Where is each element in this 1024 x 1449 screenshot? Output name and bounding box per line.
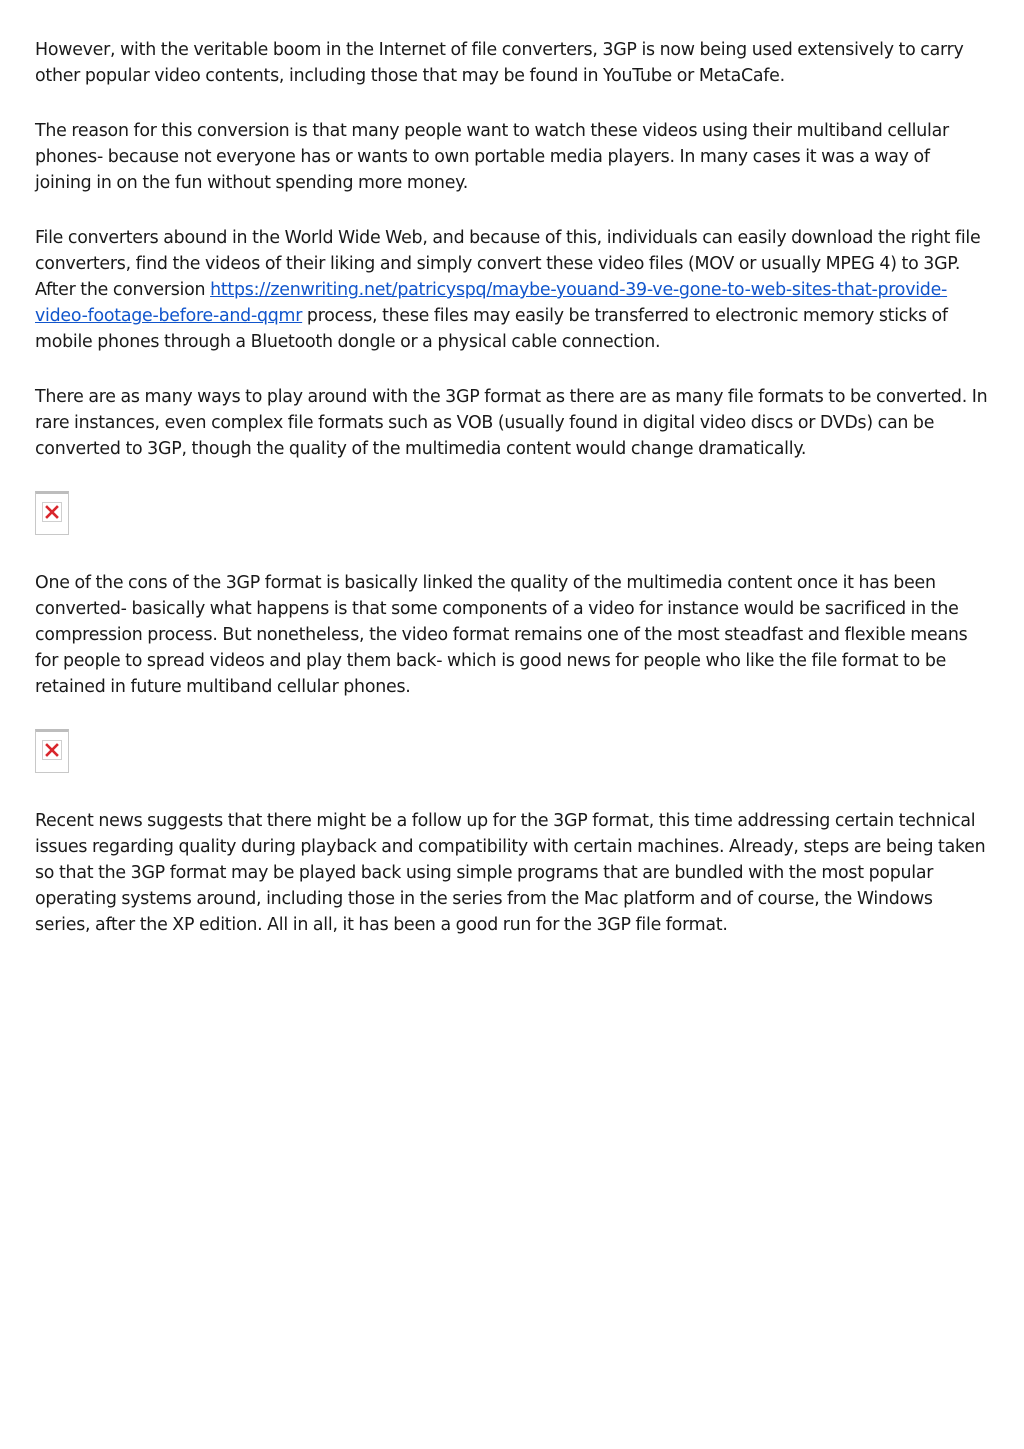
paragraph-3 (35, 225, 989, 355)
paragraph-2: The reason for this conversion is that many people want to watch these videos using their multiband cellular phones- because not everyone has or wants to own portable media players. In many cases it was a way of joining in on the fun without spending more money. (35, 121, 949, 193)
paragraph-6: Recent news suggests that there might be a follow up for the 3GP format, this time addressing certain technical issues regarding quality during playback and compatibility with certain machines. Already, steps are being taken so that the 3GP format may be played back using simple programs that are bundled with the most popular operating systems around, including those in the series from the Mac platform and of course, the Windows series, after the XP edition. All in all, it has been a good run for the 3GP file format. (35, 811, 986, 935)
broken-image-icon (35, 729, 69, 773)
broken-image-frame (42, 502, 62, 522)
article-link[interactable]: https://zenwriting.net/patricyspq/maybe-youand-39-ve-gone-to-web-sites-that-provide-video-footage-before-and-qqmr (35, 280, 948, 326)
paragraph-4: There are as many ways to play around with the 3GP format as there are as many file formats to be converted. In rare instances, even complex file formats such as VOB (usually found in digital video discs or DVDs) can be converted to 3GP, though the quality of the multimedia content would change dramatically. (35, 387, 988, 459)
paragraph-3-text-before-link: File converters abound in the World Wide Web, and because of this, individuals can easily download the right file converters, find the videos of their liking and simply convert these video files (MOV or usually MPEG 4) to 3GP. After the conversion (35, 228, 981, 300)
paragraph-1: However, with the veritable boom in the Internet of file converters, 3GP is now being used extensively to carry other popular video contents, including those that may be found in YouTube or MetaCafe. (35, 40, 964, 86)
red-x-icon (45, 505, 59, 519)
broken-image-icon (35, 491, 69, 535)
document-body (35, 37, 989, 967)
red-x-icon (45, 743, 59, 757)
broken-image-frame (42, 740, 62, 760)
paragraph-5: One of the cons of the 3GP format is basically linked the quality of the multimedia content once it has been converted- basically what happens is that some components of a video for instance would be sacrificed in the compression process. But nonetheless, the video format remains one of the most steadfast and flexible means for people to spread videos and play them back- which is good news for people who like the file format to be retained in future multiband cellular phones. (35, 573, 968, 697)
paragraph-3-text-after-link: process, these files may easily be transferred to electronic memory sticks of mobile phones through a Bluetooth dongle or a physical cable connection. (35, 306, 948, 352)
